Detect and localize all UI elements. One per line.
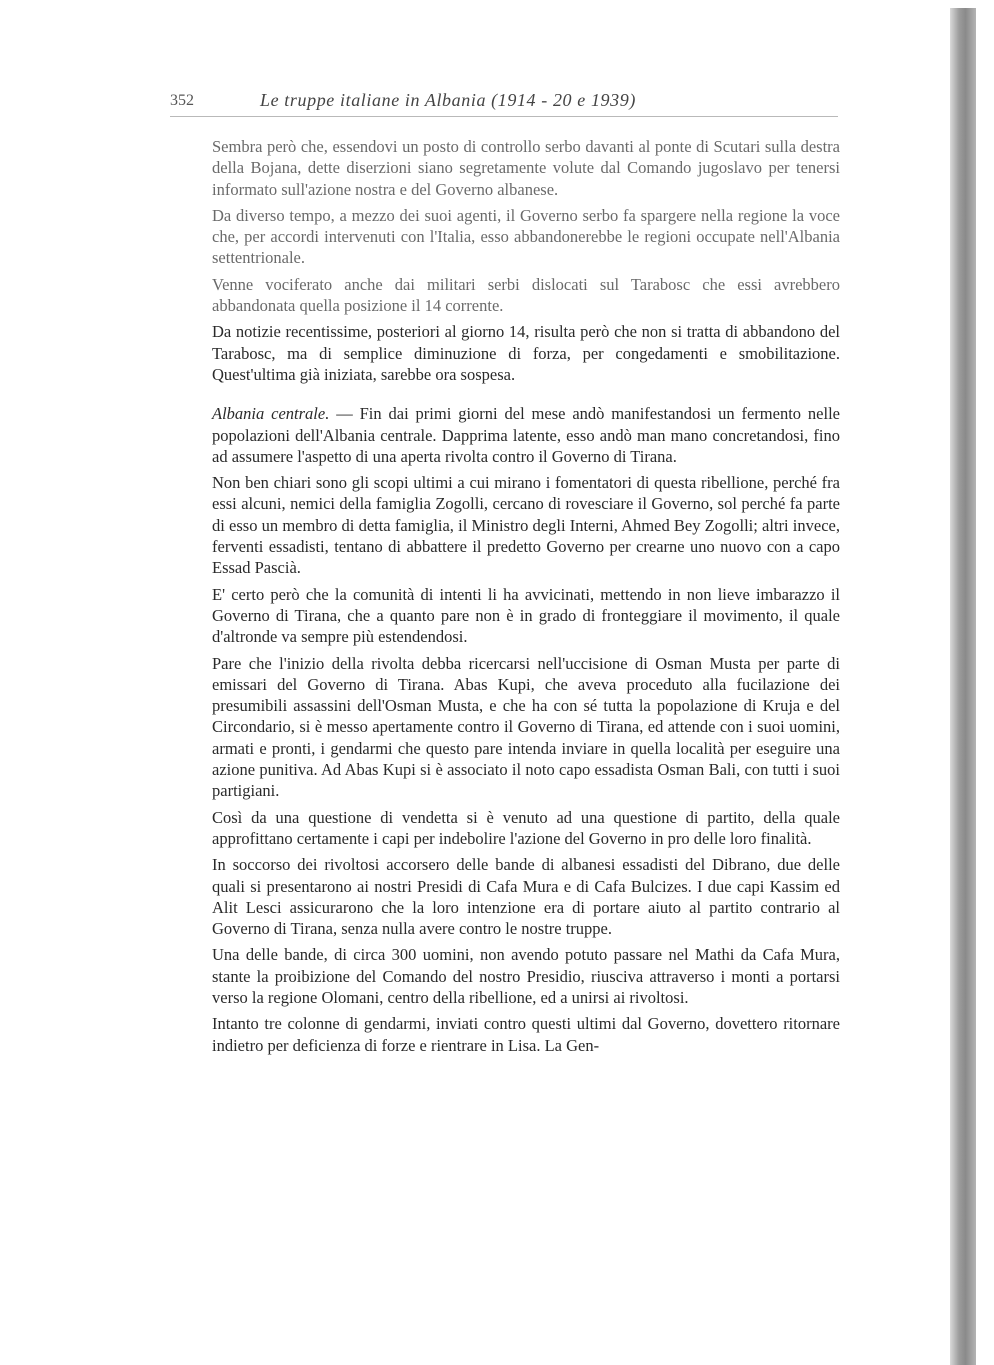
- paragraph: Una delle bande, di circa 300 uomini, non avendo potuto passare nel Mathi da Cafa Mura, stante la proibizione del Comando del nostro Presidio, riusciva attraverso i monti a portarsi verso la regione Olomani, centro della ribellione, ed a unirsi ai rivoltosi.: [212, 945, 840, 1007]
- body-text: [212, 136, 840, 1056]
- running-header: [170, 88, 838, 117]
- paragraph: Non ben chiari sono gli scopi ultimi a cui mirano i fomentatori di questa ribellione, perché fra essi alcuni, nemici della famiglia Zogolli, cercano di rovesciare il Governo, sol perché fa parte di esso un membro di detta famiglia, il Ministro degli Interni, Ahmed Bey Zogolli; altri invece, ferventi essadisti, tentano di abbattere il predetto Governo per crearne uno nuovo con a capo Essad Pascià.: [212, 473, 840, 578]
- paragraph: Venne vociferato anche dai militari serbi dislocati sul Tarabosc che essi avrebbero abbandonata quella posizione il 14 corrente.: [212, 274, 840, 316]
- book-page: [170, 88, 840, 1056]
- paragraph: E' certo però che la comunità di intenti li ha avvicinati, mettendo in non lieve imbarazzo il Governo di Tirana, che a quanto pare non è in grado di fronteggiare il movimento, il quale d'altronde va sempre più estendendosi.: [212, 584, 840, 647]
- paragraph: Intanto tre colonne di gendarmi, inviati contro questi ultimi dal Governo, dovettero ritornare indietro per deficienza di forze e rientrare in Lisa. La Gen-: [212, 1014, 840, 1055]
- paragraph: Sembra però che, essendovi un posto di controllo serbo davanti al ponte di Scutari sulla destra della Bojana, dette diserzioni siano segretamente volute dal Comando jugoslavo per tenersi informato sull'azione nostra e del Governo albanese.: [212, 137, 840, 199]
- paragraph: Pare che l'inizio della rivolta debba ricercarsi nell'uccisione di Osman Musta per parte di emissari del Governo di Tirana. Abas Kupi, che aveva proceduto alla fucilazione dei presumibili assassini dell'Osman Musta, e che ha con sé tutta la popolazione di Kruja e del Circondario, si è messo apertamente contro il Governo di Tirana, ed attende con i suoi uomini, armati e pronti, i gendarmi che questo pare intenda inviare in quella località per eseguire una azione punitiva. Ad Abas Kupi si è associato il noto capo essadista Osman Bali, con tutti i suoi partigiani.: [212, 653, 840, 801]
- section-lead-text: — Fin dai primi giorni del mese andò manifestandosi un fermento nelle popolazioni dell'Albania centrale. Dapprima latente, esso andò man mano concretandosi, fino ad assumere l'aspetto di una aperta rivolta contro il Governo di Tirana.: [212, 404, 840, 466]
- paragraph: Da notizie recentissime, posteriori al giorno 14, risulta però che non si tratta di abbandono del Tarabosc, ma di semplice diminuzione di forza, per congedamenti e smobilitazione. Quest'ultima già iniziata, sarebbe ora sospesa.: [212, 322, 840, 384]
- paragraph: Da diverso tempo, a mezzo dei suoi agenti, il Governo serbo fa spargere nella regione la voce che, per accordi intervenuti con l'Italia, esso abbandonerebbe le regioni occupate nell'Albania settentrionale.: [212, 205, 840, 268]
- running-title: Le truppe italiane in Albania (1914 - 20 e 1939): [260, 90, 636, 110]
- paragraph: Così da una questione di vendetta si è venuto ad una questione di partito, della quale approfittano certamente i capi per indebolire l'azione del Governo in pro delle loro finalità.: [212, 807, 840, 848]
- scan-edge-shadow: [950, 8, 976, 1365]
- paragraph: In soccorso dei rivoltosi accorsero delle bande di albanesi essadisti del Dibrano, due delle quali si presentarono ai nostri Presidi di Cafa Mura e di Cafa Bulcizes. I due capi Kassim ed Alit Lesci assicurarono che la loro intenzione era di portare aiuto al partito contrario al Governo di Tirana, senza nulla avere contro le nostre truppe.: [212, 855, 840, 939]
- section-gap: [212, 385, 840, 403]
- section-lead-paragraph: [212, 403, 840, 467]
- section-heading: Albania centrale.: [212, 404, 330, 424]
- page-number: 352: [170, 92, 194, 109]
